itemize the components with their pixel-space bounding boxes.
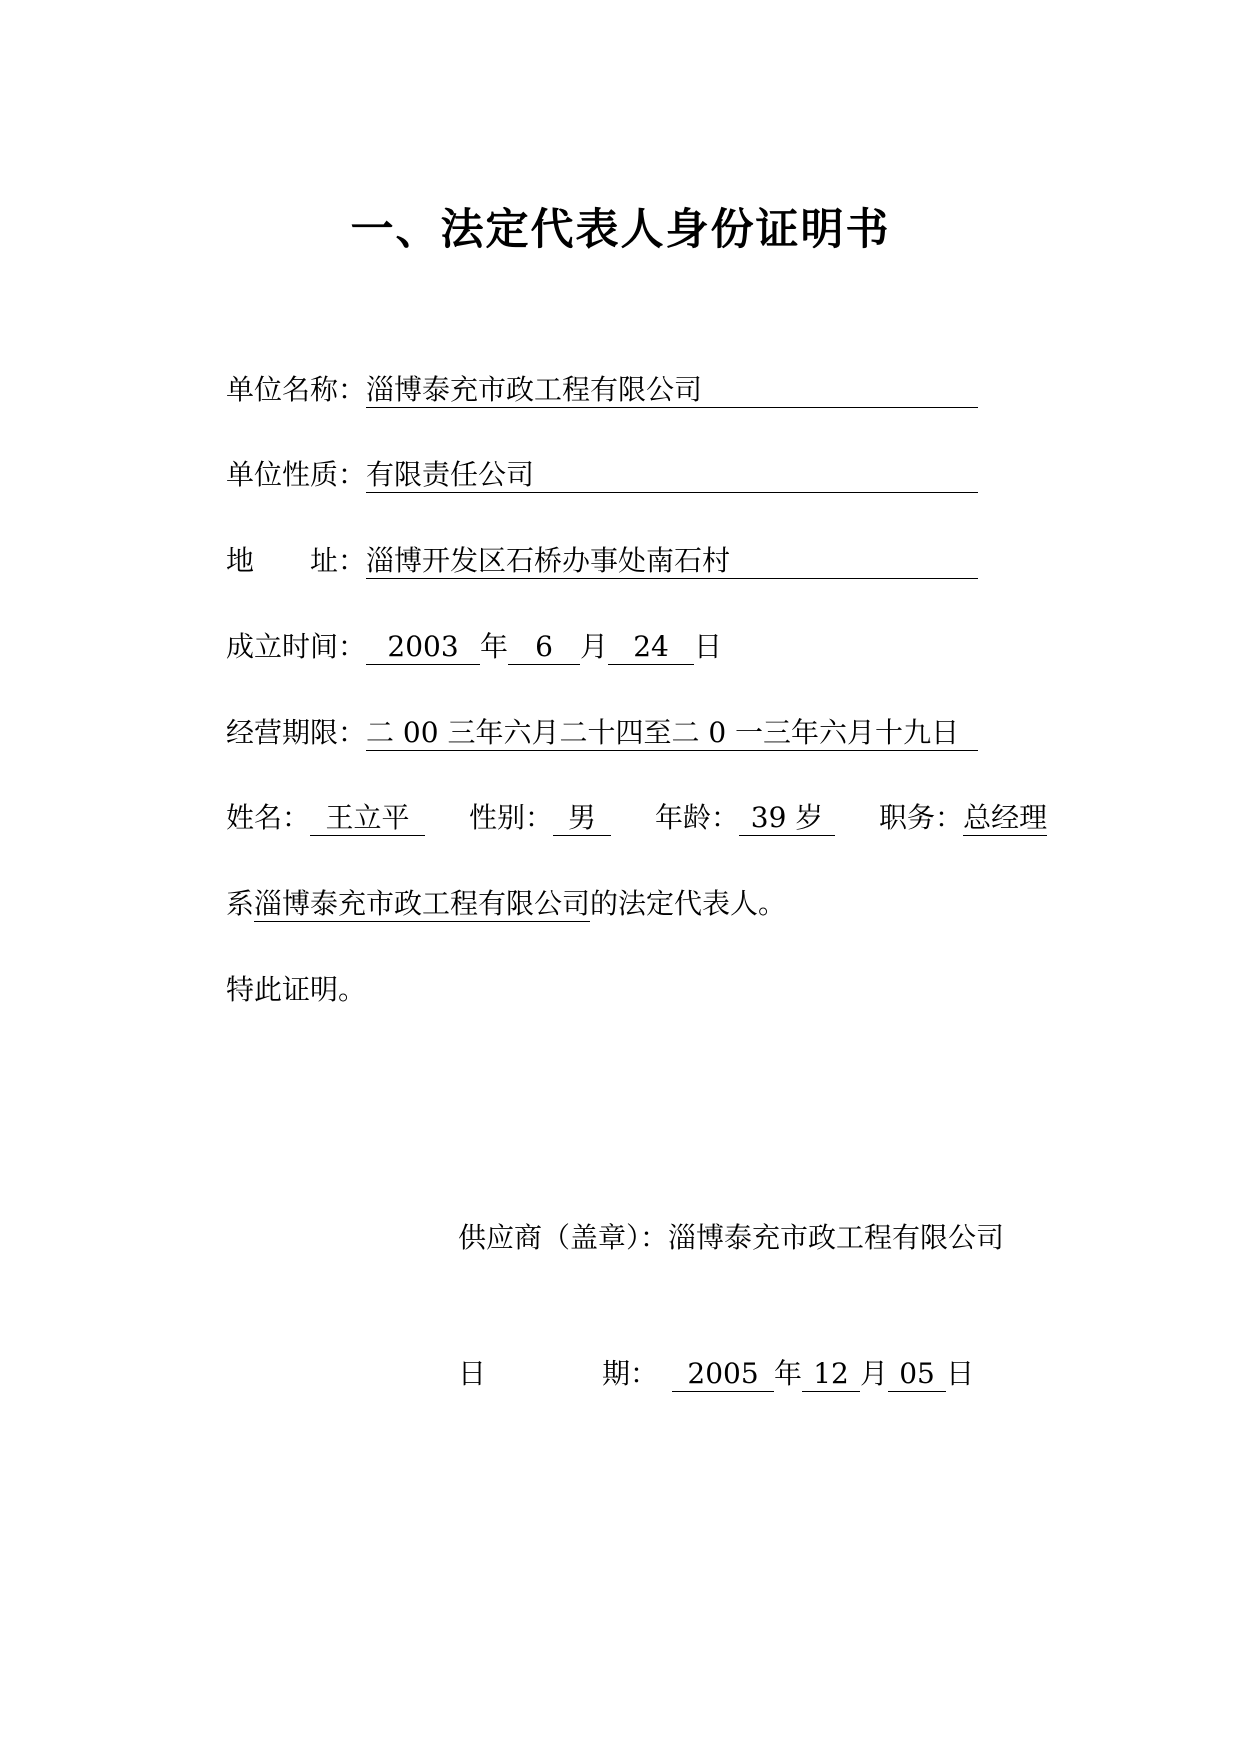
age-label: 年龄： xyxy=(655,801,740,834)
gender-value: 男 xyxy=(553,801,611,836)
established-row xyxy=(226,627,722,667)
established-month-unit: 月 xyxy=(580,630,609,663)
unit-name-value: 淄博泰充市政工程有限公司 xyxy=(366,373,978,408)
age-value: 39 岁 xyxy=(739,801,835,836)
address-row xyxy=(226,541,978,581)
gender-label: 性别： xyxy=(469,801,554,834)
name-value: 王立平 xyxy=(310,801,425,836)
statement-prefix: 系 xyxy=(226,887,255,920)
position-value: 总经理 xyxy=(963,801,1048,834)
position-label: 职务： xyxy=(879,801,964,834)
established-label: 成立时间： xyxy=(226,630,367,663)
person-row xyxy=(226,798,1047,838)
unit-nature-label: 单位性质： xyxy=(226,458,367,491)
unit-name-label: 单位名称： xyxy=(226,373,367,406)
supplier-row xyxy=(458,1218,1004,1258)
unit-name-row xyxy=(226,370,978,410)
established-year-unit: 年 xyxy=(480,630,509,663)
unit-nature-row xyxy=(226,455,978,495)
statement-row xyxy=(226,884,786,924)
address-label: 地 址： xyxy=(226,544,367,577)
date-label-period: 期： xyxy=(602,1357,659,1390)
established-year: 2003 xyxy=(366,630,480,665)
established-month: 6 xyxy=(508,630,580,665)
date-row xyxy=(458,1354,974,1394)
term-label: 经营期限： xyxy=(226,716,367,749)
date-year: 2005 xyxy=(672,1357,774,1392)
statement-company: 淄博泰充市政工程有限公司 xyxy=(254,887,591,920)
supplier-value: 淄博泰充市政工程有限公司 xyxy=(668,1221,1005,1254)
certify-text: 特此证明。 xyxy=(226,973,367,1006)
date-month: 12 xyxy=(802,1357,860,1392)
statement-suffix: 的法定代表人。 xyxy=(590,887,787,920)
established-day: 24 xyxy=(608,630,694,665)
unit-nature-value: 有限责任公司 xyxy=(366,458,978,493)
term-row xyxy=(226,713,978,753)
name-label: 姓名： xyxy=(226,801,311,834)
address-value: 淄博开发区石桥办事处南石村 xyxy=(366,544,978,579)
page-title: 一、法定代表人身份证明书 xyxy=(350,205,891,255)
date-month-unit: 月 xyxy=(860,1357,889,1390)
date-day: 05 xyxy=(888,1357,946,1392)
date-label-day: 日 xyxy=(458,1357,487,1390)
supplier-label: 供应商（盖章）： xyxy=(458,1221,669,1254)
term-value: 二 00 三年六月二十四至二 0 一三年六月十九日 xyxy=(366,716,978,751)
date-year-unit: 年 xyxy=(774,1357,803,1390)
date-day-unit: 日 xyxy=(946,1357,975,1390)
established-day-unit: 日 xyxy=(694,630,723,663)
